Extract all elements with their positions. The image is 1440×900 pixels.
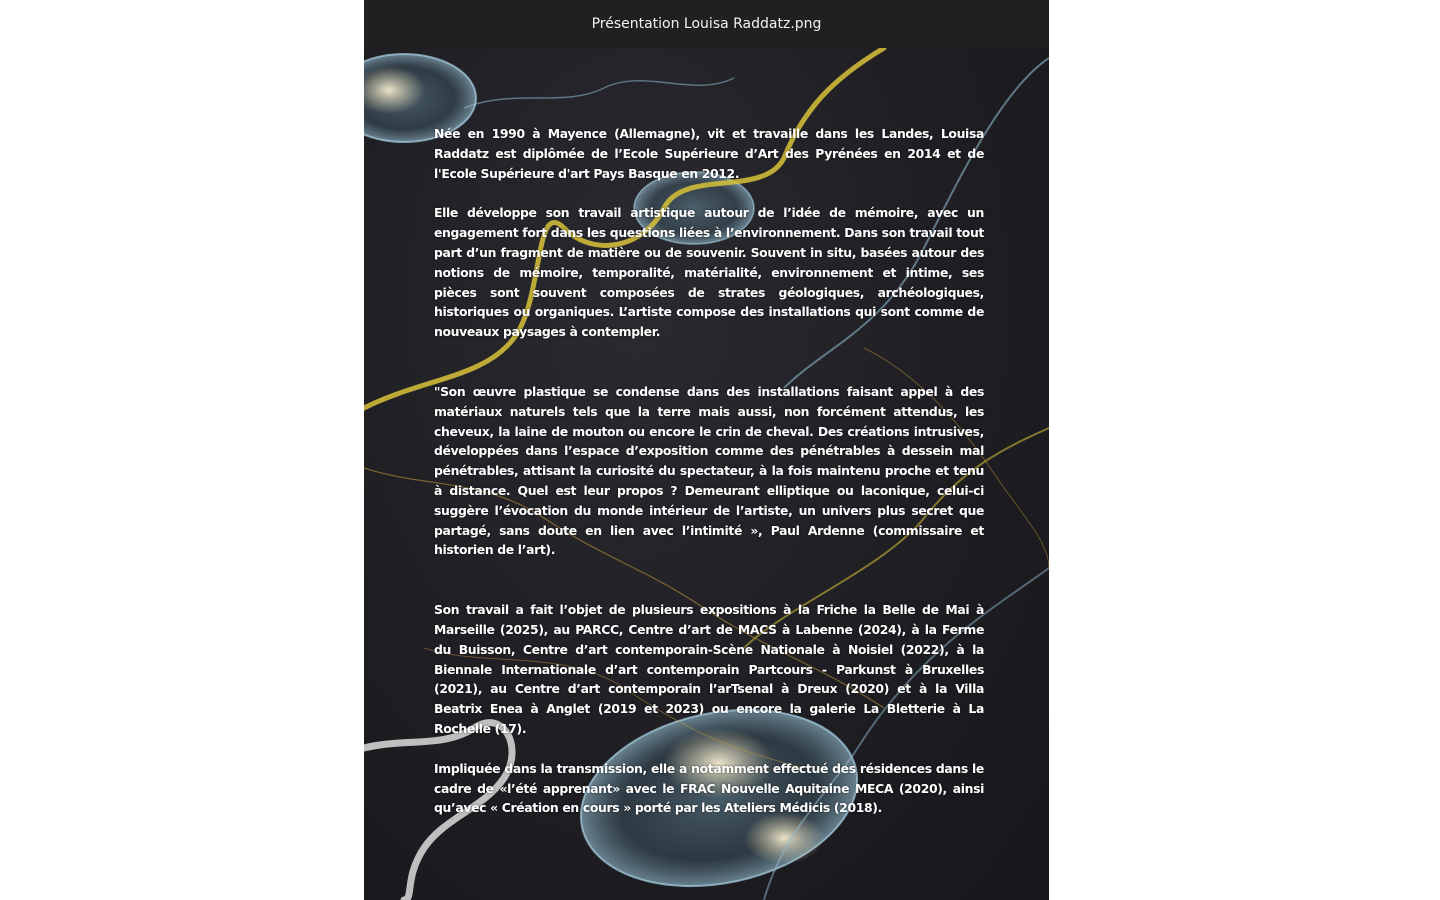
title-bar (364, 0, 1049, 48)
paragraph-bio: Née en 1990 à Mayence (Allemagne), vit et travaille dans les Landes, Louisa Raddatz est diplômée de l’Ecole Supérieure d’Art des Pyrénées en 2014 et de l'Ecole Supérieure d'art Pays Basque en 2012. (434, 126, 984, 181)
file-name-title: Présentation Louisa Raddatz.png (591, 16, 822, 32)
presentation-text (434, 124, 984, 818)
image-canvas (364, 48, 1049, 900)
paragraph-practice: Elle développe son travail artistique autour de l’idée de mémoire, avec un engagement fort dans les questions liées à l’environnement. Dans son travail tout part d’un fragment de matière ou de souvenir. Souvent in situ, basées autour des notions de mémoire, temporalité, matérialité, environnement et intime, ses pièces sont souvent composées de strates géologiques, archéologiques, historiques ou organiques. L’artiste compose des installations qui sont comme de nouveaux paysages à contempler. (434, 205, 984, 340)
paragraph-exhibitions: Son travail a fait l’objet de plusieurs expositions à la Friche la Belle de Mai à Marseille (2025), au PARCC, Centre d’art de MACS à Labenne (2024), à la Ferme du Buisson, Centre d’art contemporain-Scène Nationale à Noisiel (2022), à la Biennale Internationale d’art contemporain Partcours - Parkunst à Bruxelles (2021), au Centre d’art contemporain l’arTsenal à Dreux (2020) et à la Villa Beatrix Enea à Anglet (2019 et 2023) ou encore la galerie La Bletterie à La Rochelle (17). (434, 602, 984, 736)
image-viewer (364, 0, 1049, 900)
paragraph-residencies: Impliquée dans la transmission, elle a notamment effectué des résidences dans le cadre de «l’été apprenant» avec le FRAC Nouvelle Aquitaine MECA (2020), ainsi qu’avec « Création en cours » porté par les Ateliers Médicis (2018). (434, 760, 984, 816)
paragraph-quote: "Son œuvre plastique se condense dans des installations faisant appel à des matériaux naturels tels que la terre mais aussi, non forcément attendus, les cheveux, la laine de mouton ou encore le crin de cheval. Des créations intrusives, développées dans l’espace d’exposition comme des pénétrables à dessein mal pénétrables, attisant la curiosité du spectateur, à la fois maintenu proche et tenu à distance. Quel est leur propos ? Demeurant elliptique ou laconique, celui-ci suggère l’évocation du monde intérieur de l’artiste, un univers plus secret que partagé, sans doute en lien avec l’intimité », Paul Ardenne (commissaire et historien de l’art). (434, 383, 984, 558)
